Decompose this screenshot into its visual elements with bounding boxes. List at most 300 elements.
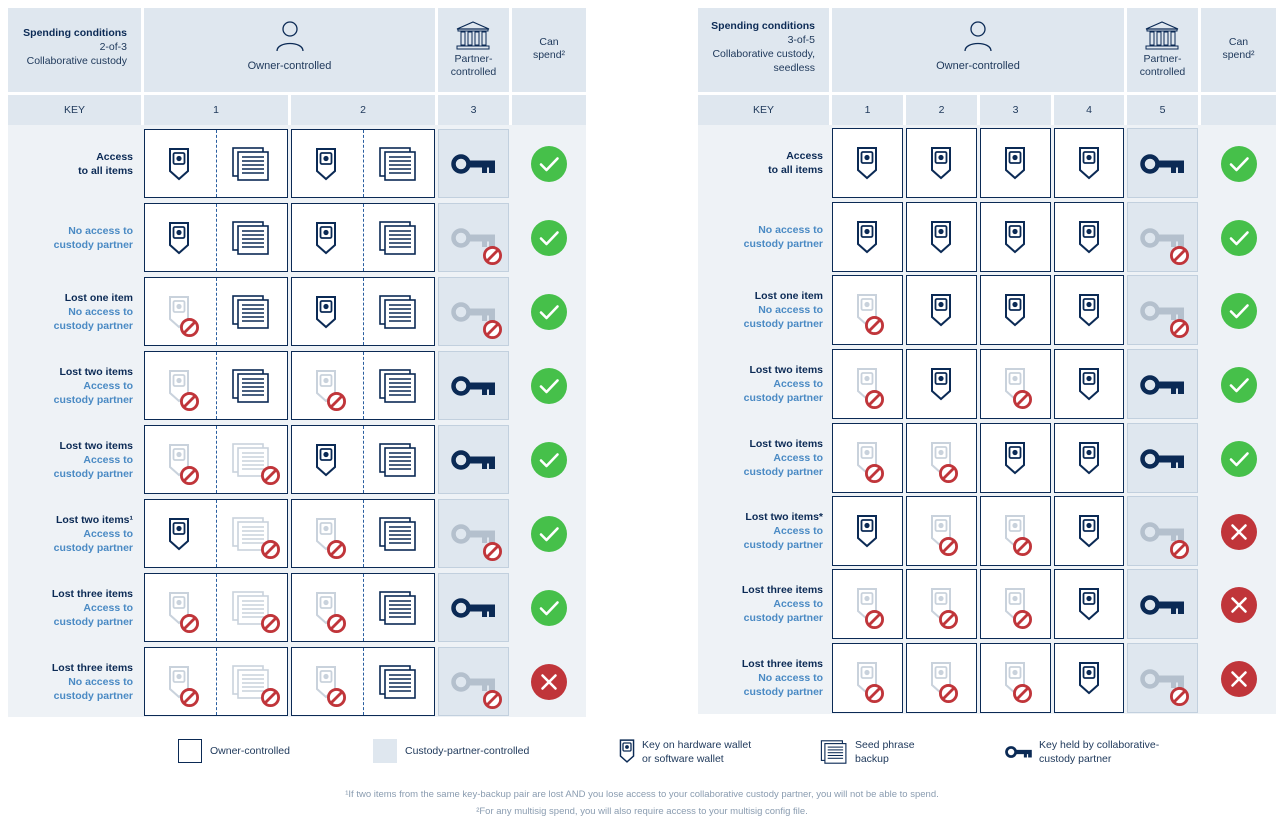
hardware-wallet-icon: [930, 293, 952, 327]
no-access-icon: [939, 464, 958, 483]
pair-divider: [216, 204, 217, 271]
no-access-icon-wrap: [180, 614, 199, 638]
key-icon-wrap: [451, 153, 497, 180]
right-row-3-label: [698, 349, 823, 419]
no-access-icon: [1170, 319, 1189, 338]
no-access-icon: [865, 390, 884, 409]
no-access-icon: [1013, 610, 1032, 629]
hardware-wallet-icon-wrap: [168, 147, 190, 186]
hardware-wallet-icon: [168, 517, 190, 551]
right-row-2-label: [698, 275, 823, 345]
key-icon-wrap: [451, 597, 497, 624]
hardware-wallet-icon-wrap: [1004, 220, 1026, 259]
right-spending-line2: Collaborative custody,: [712, 48, 815, 60]
legend-owner-swatch: [178, 739, 202, 763]
hardware-wallet-icon: [619, 738, 635, 764]
no-access-icon: [180, 614, 199, 633]
legend-partner-label: Custody-partner-controlled: [405, 745, 530, 757]
right-row-7-label-3: custody partner: [743, 686, 823, 698]
no-access-icon: [327, 392, 346, 411]
left-row-5-label-1: Lost two items¹: [55, 513, 133, 526]
hardware-wallet-icon: [1004, 146, 1026, 180]
seed-phrase-icon-wrap: [378, 220, 418, 261]
no-access-icon: [261, 614, 280, 633]
key-icon: [1140, 594, 1186, 616]
left-row-6-label-1: Lost three items: [51, 587, 133, 600]
left-row-6-label-3: custody partner: [53, 615, 133, 628]
hardware-wallet-icon: [168, 147, 190, 181]
no-access-icon-wrap: [865, 464, 884, 488]
hardware-wallet-icon-wrap: [315, 221, 337, 260]
left-row-5-label-2: Access to: [83, 527, 133, 540]
hardware-wallet-icon: [856, 146, 878, 180]
key-icon-wrap: [451, 449, 497, 476]
right-row-3-label-2: Access to: [773, 378, 823, 390]
no-access-icon-wrap: [1013, 537, 1032, 561]
cannot-spend-x-icon: [1221, 514, 1257, 550]
pair-divider: [363, 130, 364, 197]
right-partner-label-1: Partner-: [1143, 53, 1182, 65]
pair-divider: [216, 278, 217, 345]
pair-divider: [363, 574, 364, 641]
no-access-icon-wrap: [180, 392, 199, 416]
right-can-header: [1201, 8, 1276, 92]
hardware-wallet-icon: [1078, 441, 1100, 475]
no-access-icon: [1013, 684, 1032, 703]
seed-phrase-icon: [231, 146, 271, 182]
right-row-4-label-3: custody partner: [743, 466, 823, 478]
hardware-wallet-icon: [1078, 146, 1100, 180]
footnote-1: ¹If two items from the same key-backup pair are lost AND you lose access to your collaborative custody partner, you will not be able to spend.: [345, 789, 939, 800]
person-icon: [275, 20, 305, 52]
bank-icon: [455, 20, 491, 50]
key-icon: [1140, 153, 1186, 175]
can-spend-check-icon-wrap: [531, 220, 567, 261]
right-row-6-label: [698, 569, 823, 639]
no-access-icon-wrap: [483, 690, 502, 714]
key-icon: [451, 375, 497, 397]
can-spend-check-icon: [1221, 293, 1257, 329]
no-access-icon: [261, 466, 280, 485]
no-access-icon: [261, 540, 280, 559]
can-spend-check-icon: [1221, 220, 1257, 256]
left-row-1-label: [8, 203, 133, 272]
cannot-spend-x-icon-wrap: [1221, 587, 1257, 628]
right-row-0-label-2: to all items: [768, 164, 823, 176]
no-access-icon: [327, 614, 346, 633]
right-row-4-label: [698, 423, 823, 493]
key-icon-wrap: [1140, 448, 1186, 475]
no-access-icon-wrap: [1170, 540, 1189, 564]
right-spending-header: [698, 8, 829, 92]
left-row-5-label: [8, 499, 133, 568]
left-row-3-label-1: Lost two items: [59, 365, 133, 378]
right-row-5-label-1: Lost two items*: [745, 511, 823, 523]
hardware-wallet-icon-wrap: [1078, 146, 1100, 185]
right-row-5-label: [698, 496, 823, 566]
no-access-icon: [483, 542, 502, 561]
legend-hw-label-1: Key on hardware wallet: [642, 739, 752, 751]
left-row-2-label-1: Lost one item: [64, 291, 133, 304]
hardware-wallet-icon: [1078, 587, 1100, 621]
hardware-wallet-icon-wrap: [1078, 441, 1100, 480]
left-can-header: [512, 8, 586, 92]
seed-phrase-icon: [378, 146, 418, 182]
left-col-2: 2: [360, 104, 366, 116]
no-access-icon-wrap: [939, 610, 958, 634]
no-access-icon: [180, 466, 199, 485]
right-row-7-label-2: No access to: [758, 672, 823, 684]
hardware-wallet-icon-wrap: [930, 146, 952, 185]
hardware-wallet-icon: [168, 221, 190, 255]
legend-partner-swatch: [373, 739, 397, 763]
key-icon: [1005, 745, 1033, 759]
left-row-6-label: [8, 573, 133, 642]
hardware-wallet-icon: [1078, 514, 1100, 548]
key-icon-wrap: [1140, 594, 1186, 621]
footnote-2: ²For any multisig spend, you will also require access to your multisig config file.: [476, 806, 808, 817]
hardware-wallet-icon-wrap: [1004, 441, 1026, 480]
hardware-wallet-icon: [1078, 367, 1100, 401]
left-partner-label-2: controlled: [450, 66, 497, 78]
no-access-icon-wrap: [939, 684, 958, 708]
left-row-5-label-3: custody partner: [53, 541, 133, 554]
hardware-wallet-icon-wrap: [168, 221, 190, 260]
key-icon-wrap: [1140, 374, 1186, 401]
hardware-wallet-icon: [930, 146, 952, 180]
hardware-wallet-icon-wrap: [930, 293, 952, 332]
left-row-7-label-3: custody partner: [53, 689, 133, 702]
left-row-1-label-2: No access to: [68, 224, 133, 237]
left-row-7-label: [8, 647, 133, 716]
left-row-6-label-2: Access to: [83, 601, 133, 614]
hardware-wallet-icon-wrap: [1004, 146, 1026, 185]
hardware-wallet-icon-wrap: [315, 443, 337, 482]
no-access-icon: [327, 688, 346, 707]
right-row-5-label-2: Access to: [773, 525, 823, 537]
can-spend-check-icon: [531, 442, 567, 478]
hardware-wallet-icon: [930, 220, 952, 254]
right-col-5: 5: [1159, 104, 1166, 116]
hardware-wallet-icon: [1004, 441, 1026, 475]
can-spend-check-icon: [1221, 146, 1257, 182]
right-col-1: 1: [864, 104, 871, 116]
can-spend-check-icon: [1221, 441, 1257, 477]
hardware-wallet-icon: [930, 367, 952, 401]
can-spend-check-icon-wrap: [531, 368, 567, 409]
no-access-icon-wrap: [1013, 684, 1032, 708]
seed-phrase-icon-wrap: [378, 442, 418, 483]
pair-divider: [216, 352, 217, 419]
no-access-icon-wrap: [261, 614, 280, 638]
left-spending-line1: 2-of-3: [99, 41, 127, 53]
right-row-6-label-3: custody partner: [743, 612, 823, 624]
left-row-7-label-2: No access to: [68, 675, 133, 688]
left-row-3-label-2: Access to: [83, 379, 133, 392]
pair-divider: [216, 500, 217, 567]
right-row-1-label-2: No access to: [758, 224, 823, 236]
left-row-2-label: [8, 277, 133, 346]
left-can-label-1: Can: [539, 36, 559, 48]
right-row-2-label-1: Lost one item: [754, 290, 823, 302]
left-row-0-label: [8, 129, 133, 198]
legend-seed-label-2: backup: [855, 753, 889, 765]
seed-phrase-icon-wrap: [378, 146, 418, 187]
can-spend-check-icon: [531, 368, 567, 404]
can-spend-check-icon: [531, 590, 567, 626]
no-access-icon-wrap: [327, 540, 346, 564]
can-spend-check-icon-wrap: [531, 146, 567, 187]
left-row-2-label-3: custody partner: [53, 319, 133, 332]
no-access-icon-wrap: [180, 318, 199, 342]
can-spend-check-icon: [531, 294, 567, 330]
right-row-3-label-3: custody partner: [743, 392, 823, 404]
left-row-7-label-1: Lost three items: [51, 661, 133, 674]
hardware-wallet-icon: [315, 443, 337, 477]
left-col-3: 3: [470, 104, 477, 116]
seed-phrase-icon-wrap: [378, 590, 418, 631]
left-spending-header: [8, 8, 141, 92]
hardware-wallet-icon-wrap: [930, 367, 952, 406]
seed-phrase-icon-wrap: [231, 220, 271, 261]
seed-phrase-icon: [231, 294, 271, 330]
right-partner-header: [1127, 8, 1198, 92]
cannot-spend-x-icon-wrap: [1221, 661, 1257, 702]
left-can-label-2: spend²: [532, 49, 566, 61]
right-spending-title: Spending conditions: [711, 20, 815, 32]
pair-divider: [216, 648, 217, 715]
pair-divider: [216, 130, 217, 197]
hardware-wallet-icon: [856, 220, 878, 254]
hardware-wallet-icon: [315, 295, 337, 329]
hardware-wallet-icon: [1078, 661, 1100, 695]
no-access-icon: [939, 537, 958, 556]
left-row-4-label-1: Lost two items: [59, 439, 133, 452]
right-row-6-label-1: Lost three items: [741, 584, 823, 596]
right-row-3-label-1: Lost two items: [749, 364, 823, 376]
hardware-wallet-icon-wrap: [1078, 661, 1100, 700]
can-spend-check-icon-wrap: [1221, 293, 1257, 334]
seed-phrase-icon: [820, 739, 848, 765]
seed-phrase-icon: [231, 220, 271, 256]
can-spend-check-icon-wrap: [1221, 146, 1257, 187]
right-row-6-label-2: Access to: [773, 598, 823, 610]
can-spend-check-icon-wrap: [1221, 441, 1257, 482]
seed-phrase-icon: [378, 220, 418, 256]
no-access-icon: [865, 610, 884, 629]
seed-phrase-icon: [378, 516, 418, 552]
right-row-4-label-1: Lost two items: [749, 438, 823, 450]
key-icon-wrap: [451, 375, 497, 402]
hardware-wallet-icon-wrap: [315, 147, 337, 186]
seed-phrase-icon: [378, 442, 418, 478]
hardware-wallet-icon-wrap: [168, 517, 190, 556]
no-access-icon: [1013, 537, 1032, 556]
no-access-icon-wrap: [939, 464, 958, 488]
no-access-icon-wrap: [865, 610, 884, 634]
seed-phrase-icon-wrap: [231, 294, 271, 335]
no-access-icon: [483, 690, 502, 709]
hardware-wallet-icon-wrap: [1078, 514, 1100, 553]
right-col-3: 3: [1012, 104, 1019, 116]
right-row-5-label-3: custody partner: [743, 539, 823, 551]
hardware-wallet-icon-wrap: [1078, 587, 1100, 626]
right-row-1-label-3: custody partner: [743, 238, 823, 250]
key-icon: [451, 153, 497, 175]
can-spend-check-icon: [531, 516, 567, 552]
right-row-0-label: [698, 128, 823, 198]
no-access-icon: [865, 684, 884, 703]
left-row-3-label-3: custody partner: [53, 393, 133, 406]
hardware-wallet-icon: [1078, 293, 1100, 327]
hardware-wallet-icon-wrap: [1078, 293, 1100, 332]
hardware-wallet-icon: [315, 147, 337, 181]
seed-phrase-icon-wrap: [231, 146, 271, 187]
left-owner-header: [144, 8, 435, 92]
right-can-label-1: Can: [1228, 36, 1249, 48]
no-access-icon: [483, 320, 502, 339]
pair-divider: [363, 204, 364, 271]
no-access-icon-wrap: [1013, 390, 1032, 414]
left-row-4-label: [8, 425, 133, 494]
left-spending-line2: Collaborative custody: [26, 55, 127, 67]
no-access-icon: [1170, 687, 1189, 706]
pair-divider: [216, 426, 217, 493]
key-icon: [1140, 374, 1186, 396]
seed-phrase-icon: [378, 294, 418, 330]
left-key-label: KEY: [63, 104, 85, 116]
left-row-0-label-2: to all items: [78, 164, 133, 177]
can-spend-check-icon: [531, 220, 567, 256]
seed-phrase-icon-wrap: [231, 368, 271, 409]
legend-owner-label: Owner-controlled: [210, 745, 290, 757]
right-partner-label-2: controlled: [1139, 66, 1186, 78]
no-access-icon-wrap: [865, 684, 884, 708]
pair-divider: [216, 574, 217, 641]
can-spend-check-icon-wrap: [531, 516, 567, 557]
no-access-icon: [1170, 246, 1189, 265]
right-owner-label: Owner-controlled: [936, 60, 1020, 72]
hardware-wallet-icon: [1004, 220, 1026, 254]
no-access-icon-wrap: [261, 540, 280, 564]
no-access-icon-wrap: [865, 390, 884, 414]
no-access-icon: [939, 684, 958, 703]
right-owner-header: [832, 8, 1124, 92]
legend-key-label-2: custody partner: [1039, 753, 1112, 765]
seed-phrase-icon: [231, 368, 271, 404]
right-row-7-label-1: Lost three items: [741, 658, 823, 670]
can-spend-check-icon: [531, 146, 567, 182]
left-owner-label: Owner-controlled: [247, 60, 332, 72]
right-row-1-label: [698, 202, 823, 272]
right-row-7-label: [698, 643, 823, 713]
no-access-icon-wrap: [327, 688, 346, 712]
legend-key-label-1: Key held by collaborative-: [1039, 739, 1160, 751]
no-access-icon: [180, 318, 199, 337]
seed-phrase-icon: [378, 664, 418, 700]
seed-phrase-icon-wrap: [378, 516, 418, 557]
cannot-spend-x-icon-wrap: [1221, 514, 1257, 555]
left-row-0-label-1: Access: [96, 150, 133, 163]
right-key-label: KEY: [752, 104, 774, 116]
left-row-4-label-3: custody partner: [53, 467, 133, 480]
no-access-icon: [483, 246, 502, 265]
can-spend-check-icon-wrap: [1221, 220, 1257, 261]
no-access-icon-wrap: [1170, 246, 1189, 270]
pair-divider: [363, 352, 364, 419]
no-access-icon-wrap: [180, 688, 199, 712]
no-access-icon: [327, 540, 346, 559]
left-row-2-label-2: No access to: [68, 305, 133, 318]
can-spend-check-icon-wrap: [531, 442, 567, 483]
no-access-icon: [939, 610, 958, 629]
seed-phrase-icon-wrap: [378, 294, 418, 335]
seed-phrase-icon: [378, 368, 418, 404]
pair-divider: [363, 648, 364, 715]
no-access-icon-wrap: [1170, 319, 1189, 343]
no-access-icon-wrap: [261, 466, 280, 490]
pair-divider: [363, 278, 364, 345]
can-spend-check-icon-wrap: [531, 294, 567, 335]
left-partner-header: [438, 8, 509, 92]
hardware-wallet-icon: [1004, 293, 1026, 327]
right-row-2-label-2: No access to: [758, 304, 823, 316]
can-spend-check-icon-wrap: [531, 590, 567, 631]
no-access-icon-wrap: [1013, 610, 1032, 634]
left-partner-label-1: Partner-: [454, 53, 493, 65]
right-spending-line1: 3-of-5: [787, 34, 815, 46]
no-access-icon-wrap: [939, 537, 958, 561]
hardware-wallet-icon-wrap: [856, 514, 878, 553]
legend-hw-label-2: or software wallet: [642, 753, 724, 765]
no-access-icon-wrap: [327, 614, 346, 638]
no-access-icon-wrap: [865, 316, 884, 340]
no-access-icon-wrap: [327, 392, 346, 416]
key-icon-wrap: [1140, 153, 1186, 180]
left-spending-title: Spending conditions: [23, 27, 127, 39]
can-spend-check-icon-wrap: [1221, 367, 1257, 408]
cannot-spend-x-icon: [531, 664, 567, 700]
left-col-1: 1: [213, 104, 219, 116]
no-access-icon-wrap: [180, 466, 199, 490]
bank-icon: [1144, 20, 1180, 50]
no-access-icon-wrap: [1170, 687, 1189, 711]
right-spending-line3: seedless: [773, 62, 815, 74]
seed-phrase-icon-wrap: [378, 664, 418, 705]
no-access-icon-wrap: [261, 688, 280, 712]
left-row-4-label-2: Access to: [83, 453, 133, 466]
cannot-spend-x-icon: [1221, 661, 1257, 697]
key-icon: [451, 597, 497, 619]
right-col-4: 4: [1086, 104, 1092, 116]
hardware-wallet-icon: [1078, 220, 1100, 254]
hardware-wallet-icon-wrap: [1004, 293, 1026, 332]
no-access-icon: [180, 688, 199, 707]
left-row-3-label: [8, 351, 133, 420]
right-row-4-label-2: Access to: [773, 452, 823, 464]
no-access-icon: [865, 316, 884, 335]
hardware-wallet-icon-wrap: [1078, 367, 1100, 406]
hardware-wallet-icon-wrap: [315, 295, 337, 334]
cannot-spend-x-icon: [1221, 587, 1257, 623]
no-access-icon: [1013, 390, 1032, 409]
no-access-icon: [1170, 540, 1189, 559]
pair-divider: [363, 426, 364, 493]
seed-phrase-icon-wrap: [378, 368, 418, 409]
person-icon: [963, 20, 993, 52]
legend-seed-label-1: Seed phrase: [855, 739, 915, 751]
seed-phrase-icon: [378, 590, 418, 626]
